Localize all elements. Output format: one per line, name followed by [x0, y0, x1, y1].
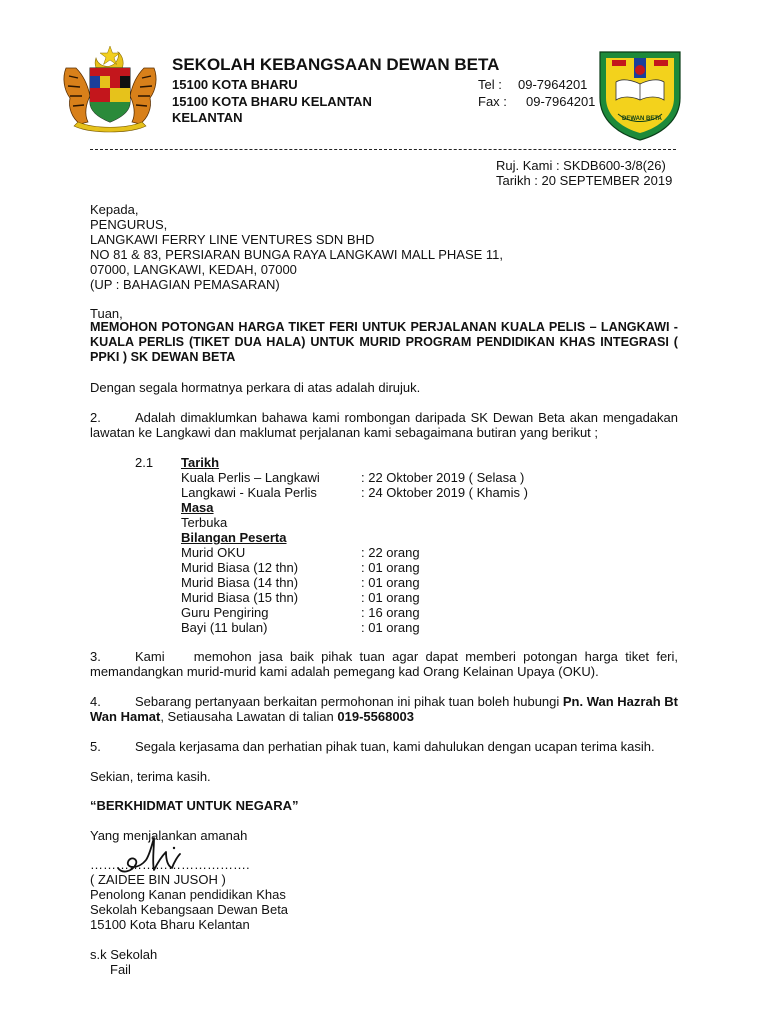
trip-label: Langkawi - Kuala Perlis [181, 485, 317, 500]
tel-label: Tel : [478, 77, 502, 92]
contact-person: Pn. Wan Hazrah Bt Wan Hamat [90, 694, 678, 724]
header-divider [90, 149, 676, 150]
letter-date: Tarikh : 20 SEPTEMBER 2019 [496, 173, 673, 188]
signatory-address: 15100 Kota Bharu Kelantan [90, 917, 250, 932]
masa-value: Terbuka [181, 515, 228, 530]
signatory-school: Sekolah Kebangsaan Dewan Beta [90, 902, 289, 917]
participant-count: : 16 orang [361, 605, 420, 620]
paragraph-4-middle: , Setiausaha Lawatan di talian [160, 709, 338, 724]
participant-count: : 01 orang [361, 575, 420, 590]
participant-label: Murid OKU [181, 545, 246, 560]
recipient-line: NO 81 & 83, PERSIARAN BUNGA RAYA LANGKAWI MALL PHASE 11, [90, 247, 504, 262]
fax-label: Fax : [478, 94, 507, 109]
national-crest-logo [60, 44, 160, 136]
closing-text: Sekian, terima kasih. [90, 769, 211, 784]
cc-line: Fail [110, 962, 131, 977]
school-address-line-2: 15100 KOTA BHARU KELANTAN [172, 94, 372, 109]
motto: “BERKHIDMAT UNTUK NEGARA” [90, 798, 299, 813]
recipient-line: PENGURUS, [90, 217, 168, 232]
paragraph-3-number: 3. [90, 649, 101, 664]
recipient-line: Kepada, [90, 202, 139, 217]
paragraph-5-number: 5. [90, 739, 101, 754]
participant-count: : 01 orang [361, 620, 420, 635]
contact-phone: 019-5568003 [337, 709, 415, 724]
reference-number: Ruj. Kami : SKDB600-3/8(26) [496, 158, 666, 173]
masa-heading: Masa [181, 500, 214, 515]
tarikh-heading: Tarikh [181, 455, 220, 470]
school-logo [596, 48, 684, 142]
details-number: 2.1 [135, 455, 154, 470]
signoff-text: Yang menjalankan amanah [90, 828, 248, 843]
participant-label: Murid Biasa (12 thn) [181, 560, 299, 575]
participant-label: Murid Biasa (15 thn) [181, 590, 299, 605]
participant-count: : 22 orang [361, 545, 420, 560]
trip-date: : 24 Oktober 2019 ( Khamis ) [361, 485, 528, 500]
paragraph-2-text: Adalah dimaklumkan bahawa kami rombongan daripada SK Dewan Beta akan mengadakan lawatan ke Langkawi dan maklumat perjalanan kami sebagaimana butiran yang berikut ; [90, 410, 678, 440]
peserta-heading: Bilangan Peserta [181, 530, 287, 545]
signatory-title: Penolong Kanan pendidikan Khas [90, 887, 286, 902]
paragraph-5-text: Segala kerjasama dan perhatian pihak tuan, kami dahulukan dengan ucapan terima kasih. [135, 739, 655, 754]
paragraph-4-number: 4. [90, 694, 101, 709]
trip-date: : 22 Oktober 2019 ( Selasa ) [361, 470, 525, 485]
tel-value: 09-7964201 [518, 77, 588, 92]
school-address-line-1: 15100 KOTA BHARU [172, 77, 298, 92]
recipient-line: 07000, LANGKAWI, KEDAH, 07000 [90, 262, 297, 277]
participant-label: Murid Biasa (14 thn) [181, 575, 299, 590]
intro-paragraph: Dengan segala hormatnya perkara di atas adalah dirujuk. [90, 380, 421, 395]
salutation: Tuan, [90, 306, 123, 321]
school-name: SEKOLAH KEBANGSAAN DEWAN BETA [172, 55, 500, 74]
school-logo-text: DEWAN BETA [622, 116, 662, 122]
recipient-line: (UP : BAHAGIAN PEMASARAN) [90, 277, 280, 292]
trip-label: Kuala Perlis – Langkawi [181, 470, 320, 485]
paragraph-4-text [90, 694, 678, 724]
paragraph-4-lead: Sebarang pertanyaan berkaitan permohonan ini pihak tuan boleh hubungi [135, 694, 563, 709]
participant-label: Guru Pengiring [181, 605, 269, 620]
subject-heading: MEMOHON POTONGAN HARGA TIKET FERI UNTUK PERJALANAN KUALA PELIS – LANGKAWI -KUALA PERLIS (TIKET DUA HALA) UNTUK MURID PROGRAM PENDIDIKAN KHAS INTEGRASI ( PPKI ) SK DEWAN BETA [90, 320, 678, 364]
school-address-line-3: KELANTAN [172, 110, 243, 125]
paragraph-3-text: Kami memohon jasa baik pihak tuan agar dapat memberi potongan harga tiket feri, memandangkan murid-murid kami adalah pemegang kad Orang Kelainan Upaya (OKU). [90, 649, 682, 679]
cc-line: s.k Sekolah [90, 947, 158, 962]
participant-count: : 01 orang [361, 560, 420, 575]
signatory-name: ( ZAIDEE BIN JUSOH ) [90, 872, 226, 887]
participant-label: Bayi (11 bulan) [181, 620, 268, 635]
fax-value: 09-7964201 [526, 94, 596, 109]
paragraph-2-number: 2. [90, 410, 101, 425]
recipient-line: LANGKAWI FERRY LINE VENTURES SDN BHD [90, 232, 375, 247]
signature-dots: ………………………………. [90, 857, 250, 872]
participant-count: : 01 orang [361, 590, 420, 605]
